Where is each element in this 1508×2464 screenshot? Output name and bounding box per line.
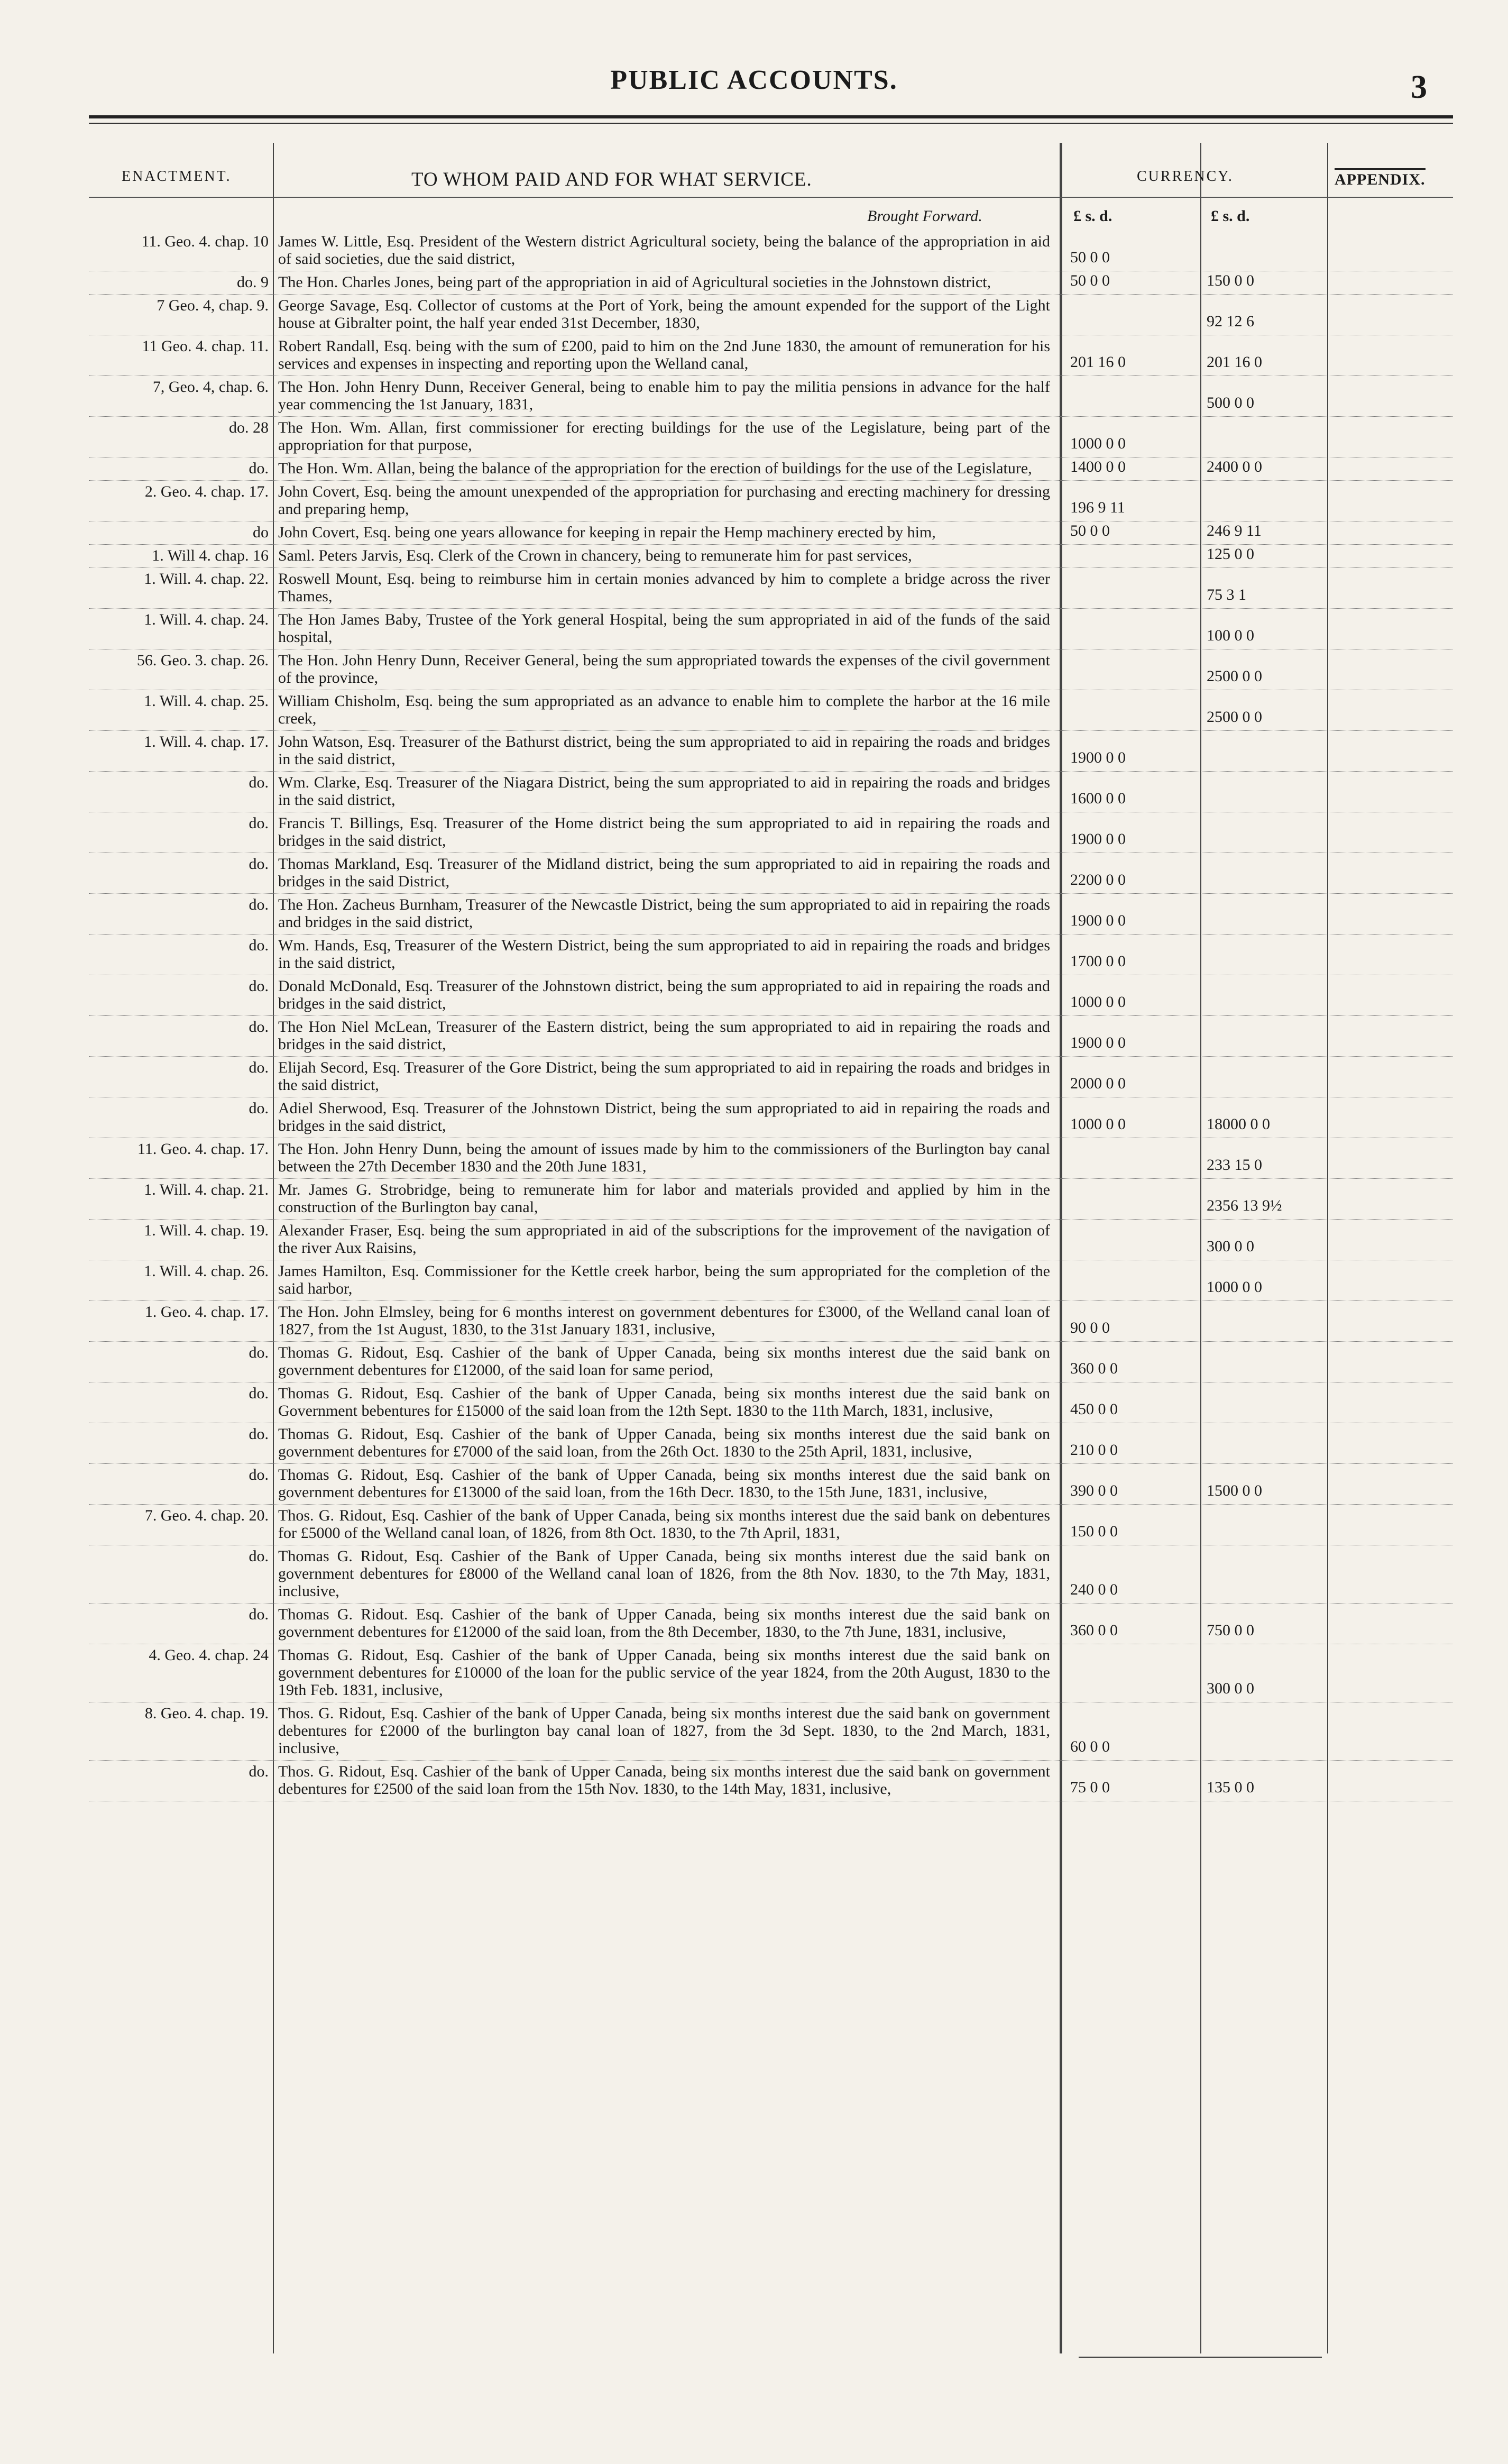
enactment-cell: 8. Geo. 4. chap. 19. — [144, 1705, 269, 1722]
description-cell: The Hon. Charles Jones, being part of the appropriation in aid of Agricultural societies in the Johnstown district, — [278, 273, 991, 291]
currency-total: 1000 0 0 — [1207, 1278, 1262, 1296]
enactment-cell: do. — [249, 1344, 269, 1361]
description-cell: John Covert, Esq. being one years allowance for keeping in repair the Hemp machinery erected by him, — [278, 524, 936, 541]
ledger-row — [89, 1705, 1453, 1761]
description-cell: The Hon. John Elmsley, being for 6 months interest on government debentures for £3000, of the Welland canal loan of 1827, from the 1st August, 1830, to the 31st January 1831, inclusive, — [278, 1303, 1050, 1338]
currency-total: 1500 0 0 — [1207, 1482, 1262, 1499]
ledger-row — [89, 1181, 1453, 1220]
currency-amount: 360 0 0 — [1070, 1360, 1118, 1377]
enactment-cell: 1. Will. 4. chap. 25. — [144, 692, 269, 710]
description-cell: Wm. Clarke, Esq. Treasurer of the Niagara District, being the sum appropriated to aid in repairing the roads and bridges in the said district, — [278, 774, 1050, 809]
ledger-row — [89, 692, 1453, 731]
enactment-cell: do. — [249, 1385, 269, 1402]
column-header-enactment: ENACTMENT. — [122, 168, 232, 185]
currency-amount: 210 0 0 — [1070, 1441, 1118, 1459]
description-cell: Thos. G. Ridout, Esq. Cashier of the bank of Upper Canada, being six months interest due the said bank on debentures for £5000 of the Welland canal loan, of 1826, from 8th Oct. 1830, to the 7th April, 1831, — [278, 1507, 1050, 1542]
ledger-row — [89, 1606, 1453, 1644]
currency-total: 750 0 0 — [1207, 1622, 1254, 1639]
description-cell: James W. Little, Esq. President of the Western district Agricultural society, being the balance of the appropriation in aid of said societies, due the said district, — [278, 233, 1050, 268]
description-cell: Thomas G. Ridout. Esq. Cashier of the bank of Upper Canada, being six months interest due the said bank on government debentures for £12000 of the said loan, from the 8th December, 1830, to the 7th June, 1831, inclusive, — [278, 1606, 1050, 1641]
description-cell: William Chisholm, Esq. being the sum appropriated as an advance to enable him to complete the harbor at the 16 mile creek, — [278, 692, 1050, 727]
ledger-row — [89, 896, 1453, 935]
currency-total: 135 0 0 — [1207, 1779, 1254, 1796]
ledger-row — [89, 297, 1453, 335]
currency-amount: 2200 0 0 — [1070, 871, 1126, 888]
description-cell: Adiel Sherwood, Esq. Treasurer of the Johnstown District, being the sum appropriated to aid in repairing the roads and bridges in the said district, — [278, 1100, 1050, 1134]
enactment-cell: do. — [249, 1059, 269, 1076]
ledger-row — [89, 1646, 1453, 1702]
description-cell: The Hon Niel McLean, Treasurer of the Eastern district, being the sum appropriated to aid in repairing the roads and bridges in the said district, — [278, 1018, 1050, 1053]
enactment-cell: do. — [249, 1466, 269, 1483]
description-cell: Robert Randall, Esq. being with the sum of £200, paid to him on the 2nd June 1830, the amount of remuneration for his services and expenses in inspecting and reporting upon the Welland canal, — [278, 337, 1050, 372]
enactment-cell: do. — [249, 937, 269, 954]
enactment-cell: 1. Will. 4. chap. 19. — [144, 1222, 269, 1239]
description-cell: Saml. Peters Jarvis, Esq. Clerk of the Crown in chancery, being to remunerate him for past services, — [278, 547, 912, 564]
enactment-cell: do. — [249, 1018, 269, 1036]
enactment-cell: 11. Geo. 4. chap. 17. — [137, 1140, 269, 1158]
description-cell: Thomas Markland, Esq. Treasurer of the Midland district, being the sum appropriated to aid in repairing the roads and bridges in the said District, — [278, 855, 1050, 890]
currency-amount: 450 0 0 — [1070, 1400, 1118, 1418]
currency-amount: 75 0 0 — [1070, 1779, 1110, 1796]
currency-amount: 1700 0 0 — [1070, 952, 1126, 970]
ledger-table — [89, 233, 1453, 1803]
description-cell: Thos. G. Ridout, Esq. Cashier of the bank of Upper Canada, being six months interest due the said bank on government debentures for £2000 of the burlington bay canal loan of 1827, from the 3d Sept. 1830, to the 2nd March, 1831, inclusive, — [278, 1705, 1050, 1757]
header-rule-thin — [89, 123, 1453, 124]
enactment-cell: do. — [249, 1547, 269, 1565]
page-number: 3 — [1411, 69, 1427, 105]
ledger-row — [89, 1262, 1453, 1301]
description-cell: The Hon. John Henry Dunn, being the amount of issues made by him to the commissioners of the Burlington bay canal between the 27th December 1830 and the 20th June 1831, — [278, 1140, 1050, 1175]
currency-total: 300 0 0 — [1207, 1680, 1254, 1697]
ledger-row — [89, 1763, 1453, 1801]
enactment-cell: 7 Geo. 4, chap. 9. — [157, 297, 269, 314]
currency-amount: 50 0 0 — [1070, 272, 1110, 289]
header-rule — [89, 115, 1453, 118]
description-cell: The Hon. John Henry Dunn, Receiver General, being to enable him to pay the militia pensions in advance for the half year commencing the 1st January, 1831, — [278, 378, 1050, 413]
description-cell: Thomas G. Ridout, Esq. Cashier of the bank of Upper Canada, being six months interest due the said bank on government debentures for £7000 of the said loan, from the 26th Oct. 1830 to the 25th April, 1831, inclusive, — [278, 1425, 1050, 1460]
description-cell: Thomas G. Ridout, Esq. Cashier of the bank of Upper Canada, being six months interest due the said bank on government debentures for £13000 of the said loan, from the 16th Decr. 1830, to the 15th June, 1831, inclusive, — [278, 1466, 1050, 1501]
enactment-cell: 7, Geo. 4, chap. 6. — [152, 378, 269, 396]
ledger-row — [89, 337, 1453, 376]
currency-total: 75 3 1 — [1207, 586, 1246, 603]
enactment-cell: do. — [249, 814, 269, 832]
ledger-row — [89, 1059, 1453, 1097]
description-cell: Roswell Mount, Esq. being to reimburse him in certain monies advanced by him to complete a bridge across the river Thames, — [278, 570, 1050, 605]
ledger-row — [89, 733, 1453, 772]
currency-amount: 1000 0 0 — [1070, 1115, 1126, 1133]
currency-amount: 1900 0 0 — [1070, 749, 1126, 766]
column-header-rule — [89, 197, 1453, 198]
currency-amount: 240 0 0 — [1070, 1581, 1118, 1598]
enactment-cell: 2. Geo. 4. chap. 17. — [144, 483, 269, 500]
ledger-row — [89, 547, 1453, 568]
currency-amount: 90 0 0 — [1070, 1319, 1110, 1336]
ledger-row — [89, 419, 1453, 457]
enactment-cell: do. — [249, 1100, 269, 1117]
currency-amount: 196 9 11 — [1070, 499, 1125, 516]
currency-total: 2500 0 0 — [1207, 667, 1262, 685]
description-cell: James Hamilton, Esq. Commissioner for the Kettle creek harbor, being the sum appropriated for the completion of the said harbor, — [278, 1262, 1050, 1297]
ledger-row — [89, 814, 1453, 853]
currency-amount: 360 0 0 — [1070, 1622, 1118, 1639]
enactment-cell: 1. Geo. 4. chap. 17. — [144, 1303, 269, 1321]
enactment-cell: do. — [249, 1606, 269, 1623]
enactment-cell: 11. Geo. 4. chap. 10 — [141, 233, 269, 250]
currency-total: 18000 0 0 — [1207, 1115, 1270, 1133]
ledger-row — [89, 483, 1453, 521]
ledger-row — [89, 774, 1453, 812]
enactment-cell: do. — [249, 855, 269, 873]
enactment-cell: 7. Geo. 4. chap. 20. — [144, 1507, 269, 1524]
currency-total: 2356 13 9½ — [1207, 1197, 1282, 1214]
description-cell: Donald McDonald, Esq. Treasurer of the Johnstown district, being the sum appropriated to aid in repairing the roads and bridges in the said district, — [278, 977, 1050, 1012]
enactment-cell: do. — [249, 977, 269, 995]
description-cell: Thos. G. Ridout, Esq. Cashier of the bank of Upper Canada, being six months interest due the said bank on government debentures for £2500 of the said loan from the 15th Nov. 1830, to the 14th May, 1831, inclusive, — [278, 1763, 1050, 1798]
description-cell: Thomas G. Ridout, Esq. Cashier of the bank of Upper Canada, being six months interest due the said bank on Government bebentures for £15000 of the said loan from the 12th Sept. 1830 to the 11th March, 1831, inclusive, — [278, 1385, 1050, 1419]
currency-total: 150 0 0 — [1207, 272, 1254, 289]
ledger-row — [89, 1140, 1453, 1179]
enactment-cell: do. — [249, 1763, 269, 1780]
description-cell: The Hon. Wm. Allan, first commissioner for erecting buildings for the use of the Legislature, being part of the appropriation for that purpose, — [278, 419, 1050, 454]
lsd-header-2: £ s. d. — [1211, 207, 1250, 225]
total-rule — [1079, 2357, 1322, 2358]
enactment-cell: 1. Will 4. chap. 16 — [152, 547, 269, 564]
currency-amount: 60 0 0 — [1070, 1738, 1110, 1755]
description-cell: The Hon. Wm. Allan, being the balance of the appropriation for the erection of buildings for the use of the Legislature, — [278, 460, 1032, 477]
currency-amount: 1900 0 0 — [1070, 912, 1126, 929]
currency-total: 201 16 0 — [1207, 353, 1262, 371]
enactment-cell: do. — [249, 460, 269, 477]
description-cell: John Watson, Esq. Treasurer of the Bathurst district, being the sum appropriated to aid in repairing the roads and bridges in the said district, — [278, 733, 1050, 768]
description-cell: Thomas G. Ridout, Esq. Cashier of the bank of Upper Canada, being six months interest due the said bank on government debentures for £12000, of the said loan for same period, — [278, 1344, 1050, 1379]
currency-total: 500 0 0 — [1207, 394, 1254, 411]
enactment-cell: 1. Will. 4. chap. 22. — [144, 570, 269, 588]
description-cell: Francis T. Billings, Esq. Treasurer of the Home district being the sum appropriated to aid in repairing the roads and bridges in the said district, — [278, 814, 1050, 849]
ledger-row — [89, 977, 1453, 1016]
currency-amount: 50 0 0 — [1070, 249, 1110, 266]
ledger-row — [89, 855, 1453, 894]
enactment-cell: 1. Will. 4. chap. 17. — [144, 733, 269, 750]
enactment-cell: do. — [249, 896, 269, 913]
currency-amount: 1900 0 0 — [1070, 1034, 1126, 1051]
ledger-row — [89, 652, 1453, 690]
enactment-cell: 1. Will. 4. chap. 26. — [144, 1262, 269, 1280]
ledger-row — [89, 1222, 1453, 1260]
ledger-row — [89, 378, 1453, 417]
currency-amount: 390 0 0 — [1070, 1482, 1118, 1499]
currency-total: 233 15 0 — [1207, 1156, 1262, 1174]
enactment-cell: 56. Geo. 3. chap. 26. — [136, 652, 269, 669]
enactment-cell: do. 9 — [237, 273, 269, 291]
ledger-row — [89, 1507, 1453, 1545]
ledger-row — [89, 1547, 1453, 1604]
description-cell: Thomas G. Ridout, Esq. Cashier of the bank of Upper Canada, being six months interest due the said bank on government debentures for £10000 of the loan for the public service of the year 1824, from the 20th August, 1830 to the 19th Feb. 1831, inclusive, — [278, 1646, 1050, 1699]
ledger-row — [89, 233, 1453, 271]
description-cell: John Covert, Esq. being the amount unexpended of the appropriation for purchasing and erecting machinery for dressing and preparing hemp, — [278, 483, 1050, 518]
enactment-cell: do. 28 — [229, 419, 269, 436]
currency-amount: 1400 0 0 — [1070, 458, 1126, 475]
brought-forward: Brought Forward. — [867, 207, 982, 225]
enactment-cell: do. — [249, 1425, 269, 1443]
currency-amount: 1600 0 0 — [1070, 790, 1126, 807]
currency-total: 2400 0 0 — [1207, 458, 1262, 475]
enactment-cell: do — [253, 524, 269, 541]
ledger-row — [89, 611, 1453, 649]
currency-amount: 201 16 0 — [1070, 353, 1126, 371]
currency-amount: 150 0 0 — [1070, 1523, 1118, 1540]
ledger-row — [89, 1100, 1453, 1138]
running-title: PUBLIC ACCOUNTS. — [610, 65, 898, 95]
currency-total: 2500 0 0 — [1207, 708, 1262, 726]
description-cell: George Savage, Esq. Collector of customs at the Port of York, being the amount expended for the support of the Light house at Gibralter point, the half year ended 31st December, 1830, — [278, 297, 1050, 332]
enactment-cell: 4. Geo. 4. chap. 24 — [149, 1646, 269, 1664]
ledger-row — [89, 937, 1453, 975]
lsd-header-1: £ s. d. — [1073, 207, 1112, 225]
currency-amount: 1000 0 0 — [1070, 993, 1126, 1011]
column-header-currency: CURRENCY. — [1137, 168, 1234, 185]
currency-total: 300 0 0 — [1207, 1238, 1254, 1255]
description-cell: The Hon. Zacheus Burnham, Treasurer of the Newcastle District, being the sum appropriated to aid in repairing the roads and bridges in the said district, — [278, 896, 1050, 931]
ledger-row — [89, 1344, 1453, 1382]
description-cell: Mr. James G. Strobridge, being to remunerate him for labor and materials provided and applied by him in the construction of the Burlington bay canal, — [278, 1181, 1050, 1216]
ledger-row — [89, 570, 1453, 609]
enactment-cell: 11 Geo. 4. chap. 11. — [142, 337, 269, 355]
column-header-whom: TO WHOM PAID AND FOR WHAT SERVICE. — [411, 169, 812, 190]
currency-amount: 1900 0 0 — [1070, 830, 1126, 848]
enactment-cell: do. — [249, 774, 269, 791]
description-cell: Thomas G. Ridout, Esq. Cashier of the Bank of Upper Canada, being six months interest due the said bank on government debentures for £8000 of the Welland canal loan of 1826, from the 8th Nov. 1830, to the 7th May, 1831, inclusive, — [278, 1547, 1050, 1600]
column-header-appendix: APPENDIX. — [1335, 168, 1426, 189]
ledger-row — [89, 524, 1453, 545]
ledger-row — [89, 1303, 1453, 1342]
ledger-row — [89, 1466, 1453, 1505]
ledger-row — [89, 273, 1453, 295]
description-cell: Alexander Fraser, Esq. being the sum appropriated in aid of the subscriptions for the improvement of the navigation of the river Aux Raisins, — [278, 1222, 1050, 1257]
description-cell: The Hon James Baby, Trustee of the York general Hospital, being the sum appropriated in aid of the funds of the said hospital, — [278, 611, 1050, 646]
ledger-row — [89, 1425, 1453, 1464]
currency-total: 246 9 11 — [1207, 522, 1262, 539]
ledger-row — [89, 1385, 1453, 1423]
currency-total: 92 12 6 — [1207, 313, 1254, 330]
enactment-cell: 1. Will. 4. chap. 24. — [144, 611, 269, 628]
currency-amount: 1000 0 0 — [1070, 435, 1126, 452]
description-cell: Wm. Hands, Esq, Treasurer of the Western District, being the sum appropriated to aid in repairing the roads and bridges in the said district, — [278, 937, 1050, 972]
enactment-cell: 1. Will. 4. chap. 21. — [144, 1181, 269, 1198]
currency-amount: 50 0 0 — [1070, 522, 1110, 539]
currency-total: 100 0 0 — [1207, 627, 1254, 644]
currency-amount: 2000 0 0 — [1070, 1075, 1126, 1092]
description-cell: The Hon. John Henry Dunn, Receiver General, being the sum appropriated towards the expenses of the civil government of the province, — [278, 652, 1050, 686]
description-cell: Elijah Secord, Esq. Treasurer of the Gore District, being the sum appropriated to aid in repairing the roads and bridges in the said district, — [278, 1059, 1050, 1094]
currency-total: 125 0 0 — [1207, 545, 1254, 563]
ledger-row — [89, 460, 1453, 481]
ledger-row — [89, 1018, 1453, 1057]
